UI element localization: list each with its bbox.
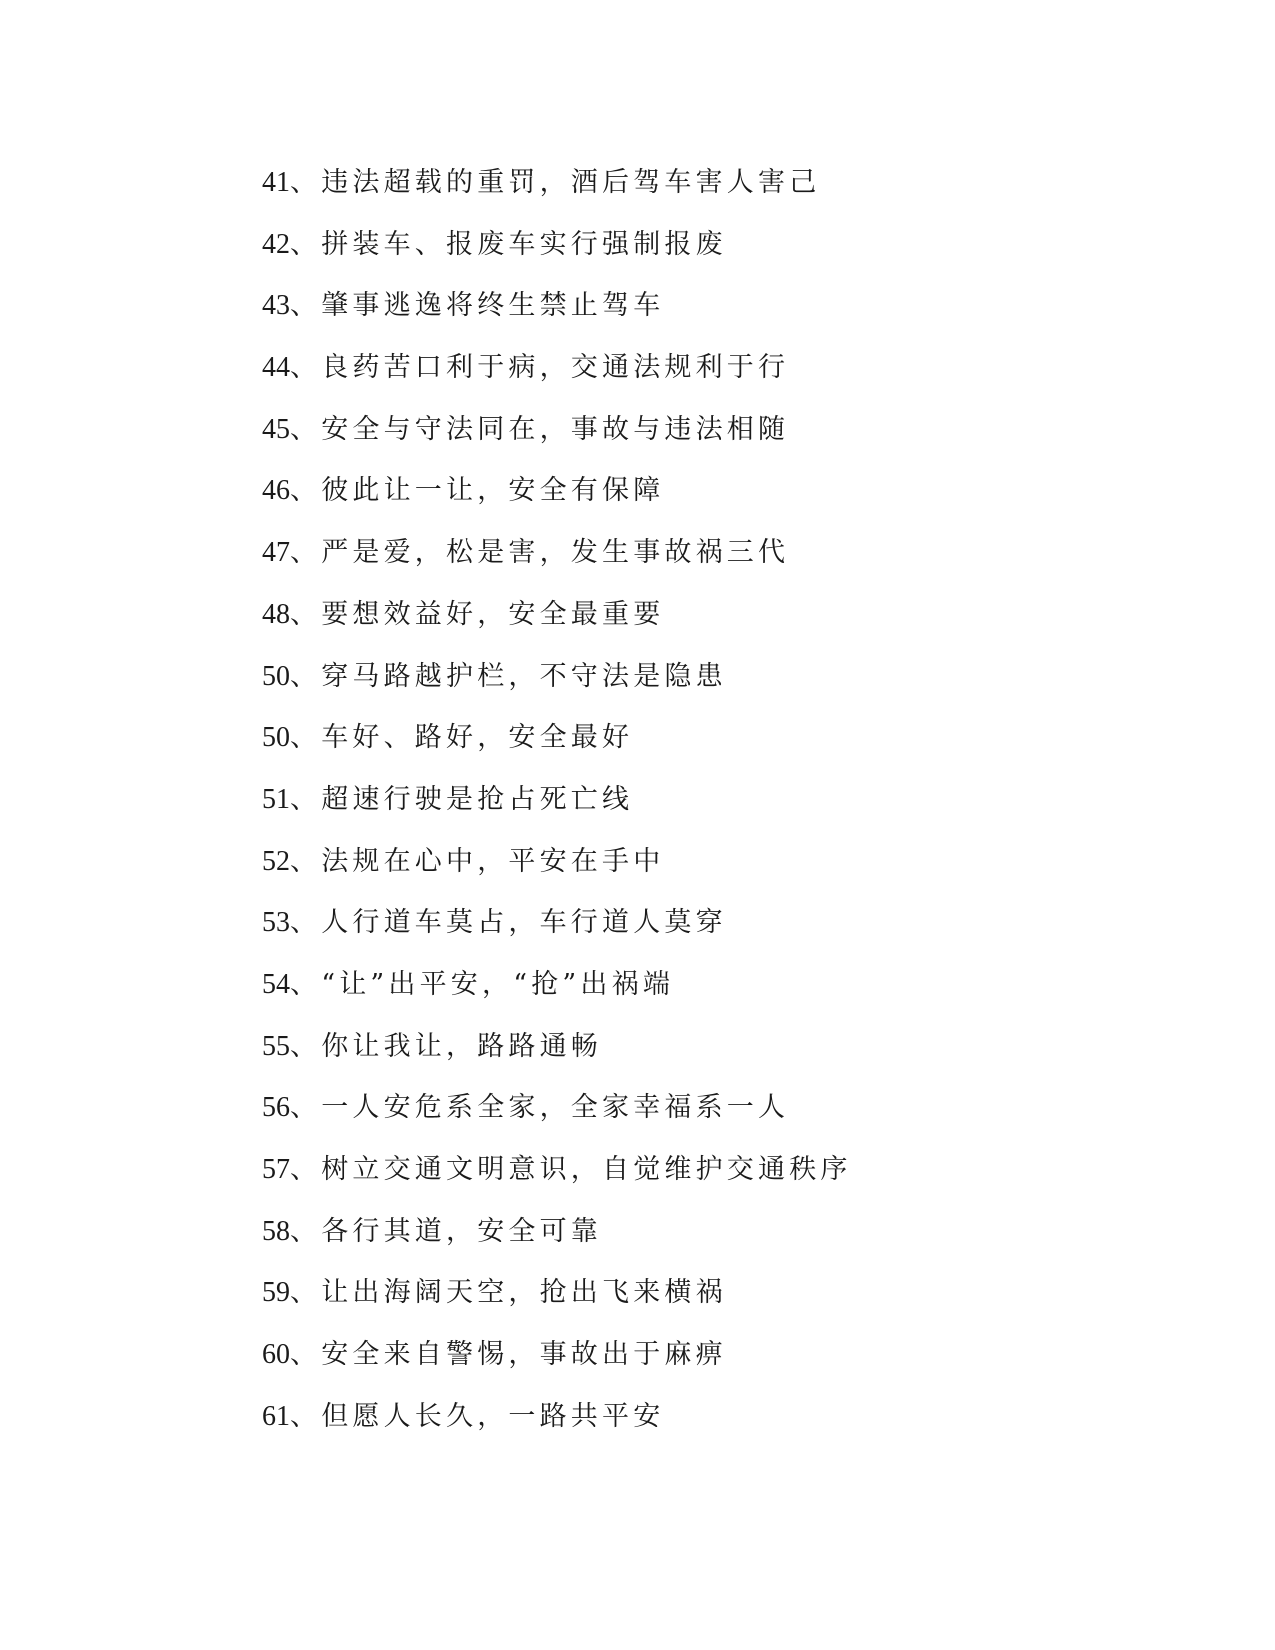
list-item (262, 476, 852, 538)
list-item (262, 723, 852, 785)
list-item (262, 415, 852, 477)
list-item (262, 1217, 852, 1279)
list-item (262, 230, 852, 292)
item-separator: 、 (290, 845, 322, 877)
list-item (262, 1093, 852, 1155)
list-item (262, 291, 852, 353)
item-number: 42 (262, 228, 290, 260)
item-number: 56 (262, 1092, 290, 1124)
list-item (262, 168, 852, 230)
item-number: 53 (262, 907, 290, 939)
list-item (262, 1155, 852, 1217)
item-number: 47 (262, 537, 290, 569)
list-item (262, 538, 852, 600)
item-number: 60 (262, 1339, 290, 1371)
item-text: 树立交通文明意识，自觉维护交通秩序 (321, 1154, 852, 1185)
item-separator: 、 (290, 1092, 322, 1124)
item-separator: 、 (290, 783, 322, 815)
item-number: 50 (262, 722, 290, 754)
item-number: 51 (262, 783, 290, 815)
item-separator: 、 (290, 1215, 322, 1247)
item-number: 44 (262, 352, 290, 384)
list-item (262, 847, 852, 909)
item-separator: 、 (290, 1030, 322, 1062)
item-number: 43 (262, 290, 290, 322)
list-item (262, 1402, 852, 1464)
item-number: 46 (262, 475, 290, 507)
item-number: 57 (262, 1154, 290, 1185)
item-text: “让”出平安，“抢”出祸端 (321, 968, 675, 1000)
item-separator: 、 (290, 1339, 322, 1371)
item-number: 54 (262, 968, 290, 1000)
item-number: 55 (262, 1030, 290, 1062)
list-item (262, 785, 852, 847)
list-item (262, 908, 852, 970)
item-number: 50 (262, 660, 290, 692)
item-number: 59 (262, 1277, 290, 1309)
item-text: 让出海阔天空，抢出飞来横祸 (321, 1277, 727, 1309)
item-number: 58 (262, 1215, 290, 1247)
list-item (262, 1032, 852, 1094)
item-separator: 、 (290, 475, 322, 507)
item-text: 各行其道，安全可靠 (321, 1215, 603, 1247)
item-separator: 、 (290, 413, 322, 445)
item-text: 人行道车莫占，车行道人莫穿 (321, 907, 727, 939)
item-number: 61 (262, 1400, 290, 1432)
list-item (262, 1278, 852, 1340)
item-separator: 、 (290, 1400, 322, 1432)
item-separator: 、 (290, 352, 322, 384)
item-text: 但愿人长久，一路共平安 (321, 1400, 665, 1432)
item-separator: 、 (290, 722, 322, 754)
item-text: 法规在心中，平安在手中 (321, 845, 665, 877)
item-separator: 、 (290, 660, 322, 692)
item-text: 安全与守法同在，事故与违法相随 (321, 413, 790, 445)
item-separator: 、 (290, 1154, 322, 1185)
item-text: 一人安危系全家，全家幸福系一人 (321, 1092, 790, 1124)
item-separator: 、 (290, 228, 322, 260)
item-text: 严是爱，松是害，发生事故祸三代 (321, 537, 790, 569)
item-text: 你让我让，路路通畅 (321, 1030, 603, 1062)
item-text: 要想效益好，安全最重要 (321, 598, 665, 630)
item-text: 肇事逃逸将终生禁止驾车 (321, 290, 665, 322)
item-text: 彼此让一让，安全有保障 (321, 475, 665, 507)
list-item (262, 600, 852, 662)
item-text: 拼装车、报废车实行强制报废 (321, 228, 727, 260)
list-item (262, 1340, 852, 1402)
list-item (262, 353, 852, 415)
item-number: 41 (262, 167, 290, 198)
list-item (262, 970, 852, 1032)
item-separator: 、 (290, 537, 322, 569)
item-separator: 、 (290, 1277, 322, 1309)
item-text: 违法超载的重罚，酒后驾车害人害己 (321, 167, 821, 198)
item-separator: 、 (290, 598, 322, 630)
item-separator: 、 (290, 907, 322, 939)
item-text: 良药苦口利于病，交通法规利于行 (321, 352, 790, 384)
item-text: 安全来自警惕，事故出于麻痹 (321, 1339, 727, 1371)
item-separator: 、 (290, 290, 322, 322)
item-number: 52 (262, 845, 290, 877)
item-text: 穿马路越护栏，不守法是隐患 (321, 660, 727, 692)
item-number: 48 (262, 598, 290, 630)
item-separator: 、 (290, 167, 322, 198)
item-text: 车好、路好，安全最好 (321, 722, 634, 754)
item-number: 45 (262, 413, 290, 445)
item-separator: 、 (290, 968, 322, 1000)
list-item (262, 662, 852, 724)
item-text: 超速行驶是抢占死亡线 (321, 783, 634, 815)
slogan-list (262, 168, 852, 1463)
